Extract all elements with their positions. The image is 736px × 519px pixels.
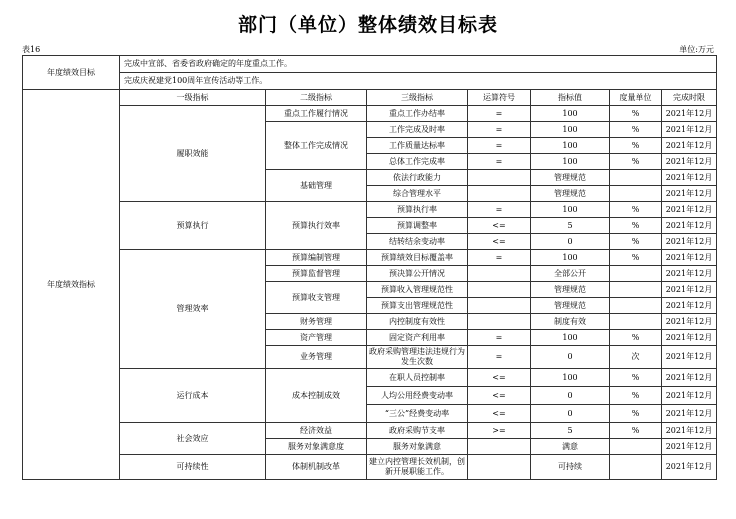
operator-cell	[468, 170, 531, 186]
unit-cell	[610, 298, 662, 314]
level3-cell: 政府采购节支率	[367, 423, 468, 439]
value-cell: 0	[531, 346, 610, 369]
level1-cell: 可持续性	[120, 455, 266, 480]
deadline-cell: 2021年12月	[662, 330, 717, 346]
value-cell: 5	[531, 218, 610, 234]
unit-cell: %	[610, 202, 662, 218]
value-cell: 管理规范	[531, 298, 610, 314]
value-cell: 0	[531, 387, 610, 405]
unit-cell: %	[610, 330, 662, 346]
deadline-cell: 2021年12月	[662, 154, 717, 170]
level2-cell: 预算执行效率	[266, 202, 367, 250]
level2-cell: 资产管理	[266, 330, 367, 346]
value-cell: 满意	[531, 439, 610, 455]
goal-text: 完成庆祝建党100周年宣传活动等工作。	[120, 73, 717, 90]
level3-cell: 政府采购管理违法违规行为发生次数	[367, 346, 468, 369]
level2-cell: 业务管理	[266, 346, 367, 369]
goal-label: 年度绩效目标	[23, 56, 120, 90]
operator-cell	[468, 282, 531, 298]
header-level2: 二级指标	[266, 90, 367, 106]
unit-label: 单位:万元	[679, 45, 714, 54]
deadline-cell: 2021年12月	[662, 234, 717, 250]
unit-cell: 次	[610, 346, 662, 369]
level3-cell: 结转结余变动率	[367, 234, 468, 250]
deadline-cell: 2021年12月	[662, 218, 717, 234]
level3-cell: 人均公用经费变动率	[367, 387, 468, 405]
level3-cell: 重点工作办结率	[367, 106, 468, 122]
performance-table	[22, 55, 717, 480]
operator-cell	[468, 266, 531, 282]
level3-cell: 工作质量达标率	[367, 138, 468, 154]
operator-cell: =	[468, 250, 531, 266]
operator-cell: <=	[468, 218, 531, 234]
unit-cell	[610, 282, 662, 298]
value-cell: 100	[531, 154, 610, 170]
operator-cell: <=	[468, 369, 531, 387]
deadline-cell: 2021年12月	[662, 439, 717, 455]
operator-cell: =	[468, 330, 531, 346]
value-cell: 可持续	[531, 455, 610, 480]
level3-cell: 在职人员控制率	[367, 369, 468, 387]
deadline-cell: 2021年12月	[662, 170, 717, 186]
level3-cell: 工作完成及时率	[367, 122, 468, 138]
deadline-cell: 2021年12月	[662, 202, 717, 218]
operator-cell: =	[468, 202, 531, 218]
level1-cell: 履职效能	[120, 106, 266, 202]
operator-cell: =	[468, 346, 531, 369]
header-operator: 运算符号	[468, 90, 531, 106]
unit-cell: %	[610, 154, 662, 170]
value-cell: 管理规范	[531, 186, 610, 202]
page-title: 部门（单位）整体绩效目标表	[237, 14, 498, 36]
deadline-cell: 2021年12月	[662, 282, 717, 298]
level3-cell: 总体工作完成率	[367, 154, 468, 170]
level2-cell: 基础管理	[266, 170, 367, 202]
level2-cell: 财务管理	[266, 314, 367, 330]
operator-cell: <=	[468, 234, 531, 250]
operator-cell: <=	[468, 405, 531, 423]
header-level1: 一级指标	[120, 90, 266, 106]
operator-cell: =	[468, 106, 531, 122]
unit-cell: %	[610, 122, 662, 138]
operator-cell	[468, 455, 531, 480]
value-cell: 管理规范	[531, 170, 610, 186]
level1-cell: 预算执行	[120, 202, 266, 250]
deadline-cell: 2021年12月	[662, 186, 717, 202]
header-level3: 三级指标	[367, 90, 468, 106]
unit-cell: %	[610, 106, 662, 122]
value-cell: 100	[531, 330, 610, 346]
operator-cell: <=	[468, 387, 531, 405]
unit-cell	[610, 439, 662, 455]
level2-cell: 经济效益	[266, 423, 367, 439]
unit-cell	[610, 455, 662, 480]
unit-cell: %	[610, 423, 662, 439]
unit-cell	[610, 314, 662, 330]
deadline-cell: 2021年12月	[662, 122, 717, 138]
level1-cell: 社会效应	[120, 423, 266, 455]
level2-cell: 服务对象满意度	[266, 439, 367, 455]
header-value: 指标值	[531, 90, 610, 106]
unit-cell	[610, 170, 662, 186]
level1-cell: 运行成本	[120, 369, 266, 423]
level1-cell: 管理效率	[120, 250, 266, 369]
level3-cell: 综合管理水平	[367, 186, 468, 202]
header-unit: 度量单位	[610, 90, 662, 106]
level3-cell: 预算支出管理规范性	[367, 298, 468, 314]
operator-cell: >=	[468, 423, 531, 439]
deadline-cell: 2021年12月	[662, 314, 717, 330]
unit-cell: %	[610, 369, 662, 387]
operator-cell: =	[468, 122, 531, 138]
value-cell: 0	[531, 234, 610, 250]
level3-cell: 预算绩效目标覆盖率	[367, 250, 468, 266]
operator-cell	[468, 298, 531, 314]
unit-cell: %	[610, 387, 662, 405]
value-cell: 0	[531, 405, 610, 423]
goal-text: 完成中宣部、省委省政府确定的年度重点工作。	[120, 56, 717, 73]
deadline-cell: 2021年12月	[662, 455, 717, 480]
level3-cell: 预算调整率	[367, 218, 468, 234]
deadline-cell: 2021年12月	[662, 106, 717, 122]
level2-cell: 体制机制改革	[266, 455, 367, 480]
value-cell: 制度有效	[531, 314, 610, 330]
level2-cell: 整体工作完成情况	[266, 122, 367, 170]
operator-cell: =	[468, 138, 531, 154]
level3-cell: 建立内控管理长效机制，创新开展职能工作。	[367, 455, 468, 480]
value-cell: 5	[531, 423, 610, 439]
level2-cell: 预算编制管理	[266, 250, 367, 266]
value-cell: 管理规范	[531, 282, 610, 298]
unit-cell: %	[610, 138, 662, 154]
value-cell: 100	[531, 106, 610, 122]
level3-cell: 预算收入管理规范性	[367, 282, 468, 298]
deadline-cell: 2021年12月	[662, 298, 717, 314]
level3-cell: 固定资产利用率	[367, 330, 468, 346]
operator-cell	[468, 439, 531, 455]
operator-cell	[468, 186, 531, 202]
unit-cell: %	[610, 250, 662, 266]
value-cell: 全部公开	[531, 266, 610, 282]
unit-cell: %	[610, 405, 662, 423]
value-cell: 100	[531, 250, 610, 266]
unit-cell	[610, 266, 662, 282]
unit-cell: %	[610, 234, 662, 250]
level3-cell: “三公”经费变动率	[367, 405, 468, 423]
header-deadline: 完成时限	[662, 90, 717, 106]
deadline-cell: 2021年12月	[662, 266, 717, 282]
unit-cell	[610, 186, 662, 202]
deadline-cell: 2021年12月	[662, 369, 717, 387]
level3-cell: 预算执行率	[367, 202, 468, 218]
deadline-cell: 2021年12月	[662, 250, 717, 266]
value-cell: 100	[531, 122, 610, 138]
deadline-cell: 2021年12月	[662, 387, 717, 405]
value-cell: 100	[531, 138, 610, 154]
table-number: 表16	[22, 45, 41, 54]
level2-cell: 预算收支管理	[266, 282, 367, 314]
deadline-cell: 2021年12月	[662, 138, 717, 154]
level3-cell: 内控制度有效性	[367, 314, 468, 330]
level3-cell: 服务对象满意	[367, 439, 468, 455]
value-cell: 100	[531, 202, 610, 218]
level2-cell: 成本控制成效	[266, 369, 367, 423]
unit-cell: %	[610, 218, 662, 234]
deadline-cell: 2021年12月	[662, 423, 717, 439]
value-cell: 100	[531, 369, 610, 387]
deadline-cell: 2021年12月	[662, 346, 717, 369]
level3-cell: 预决算公开情况	[367, 266, 468, 282]
level3-cell: 依法行政能力	[367, 170, 468, 186]
level2-cell: 重点工作履行情况	[266, 106, 367, 122]
operator-cell: =	[468, 154, 531, 170]
level2-cell: 预算监督管理	[266, 266, 367, 282]
deadline-cell: 2021年12月	[662, 405, 717, 423]
indicator-label: 年度绩效指标	[23, 90, 120, 480]
operator-cell	[468, 314, 531, 330]
